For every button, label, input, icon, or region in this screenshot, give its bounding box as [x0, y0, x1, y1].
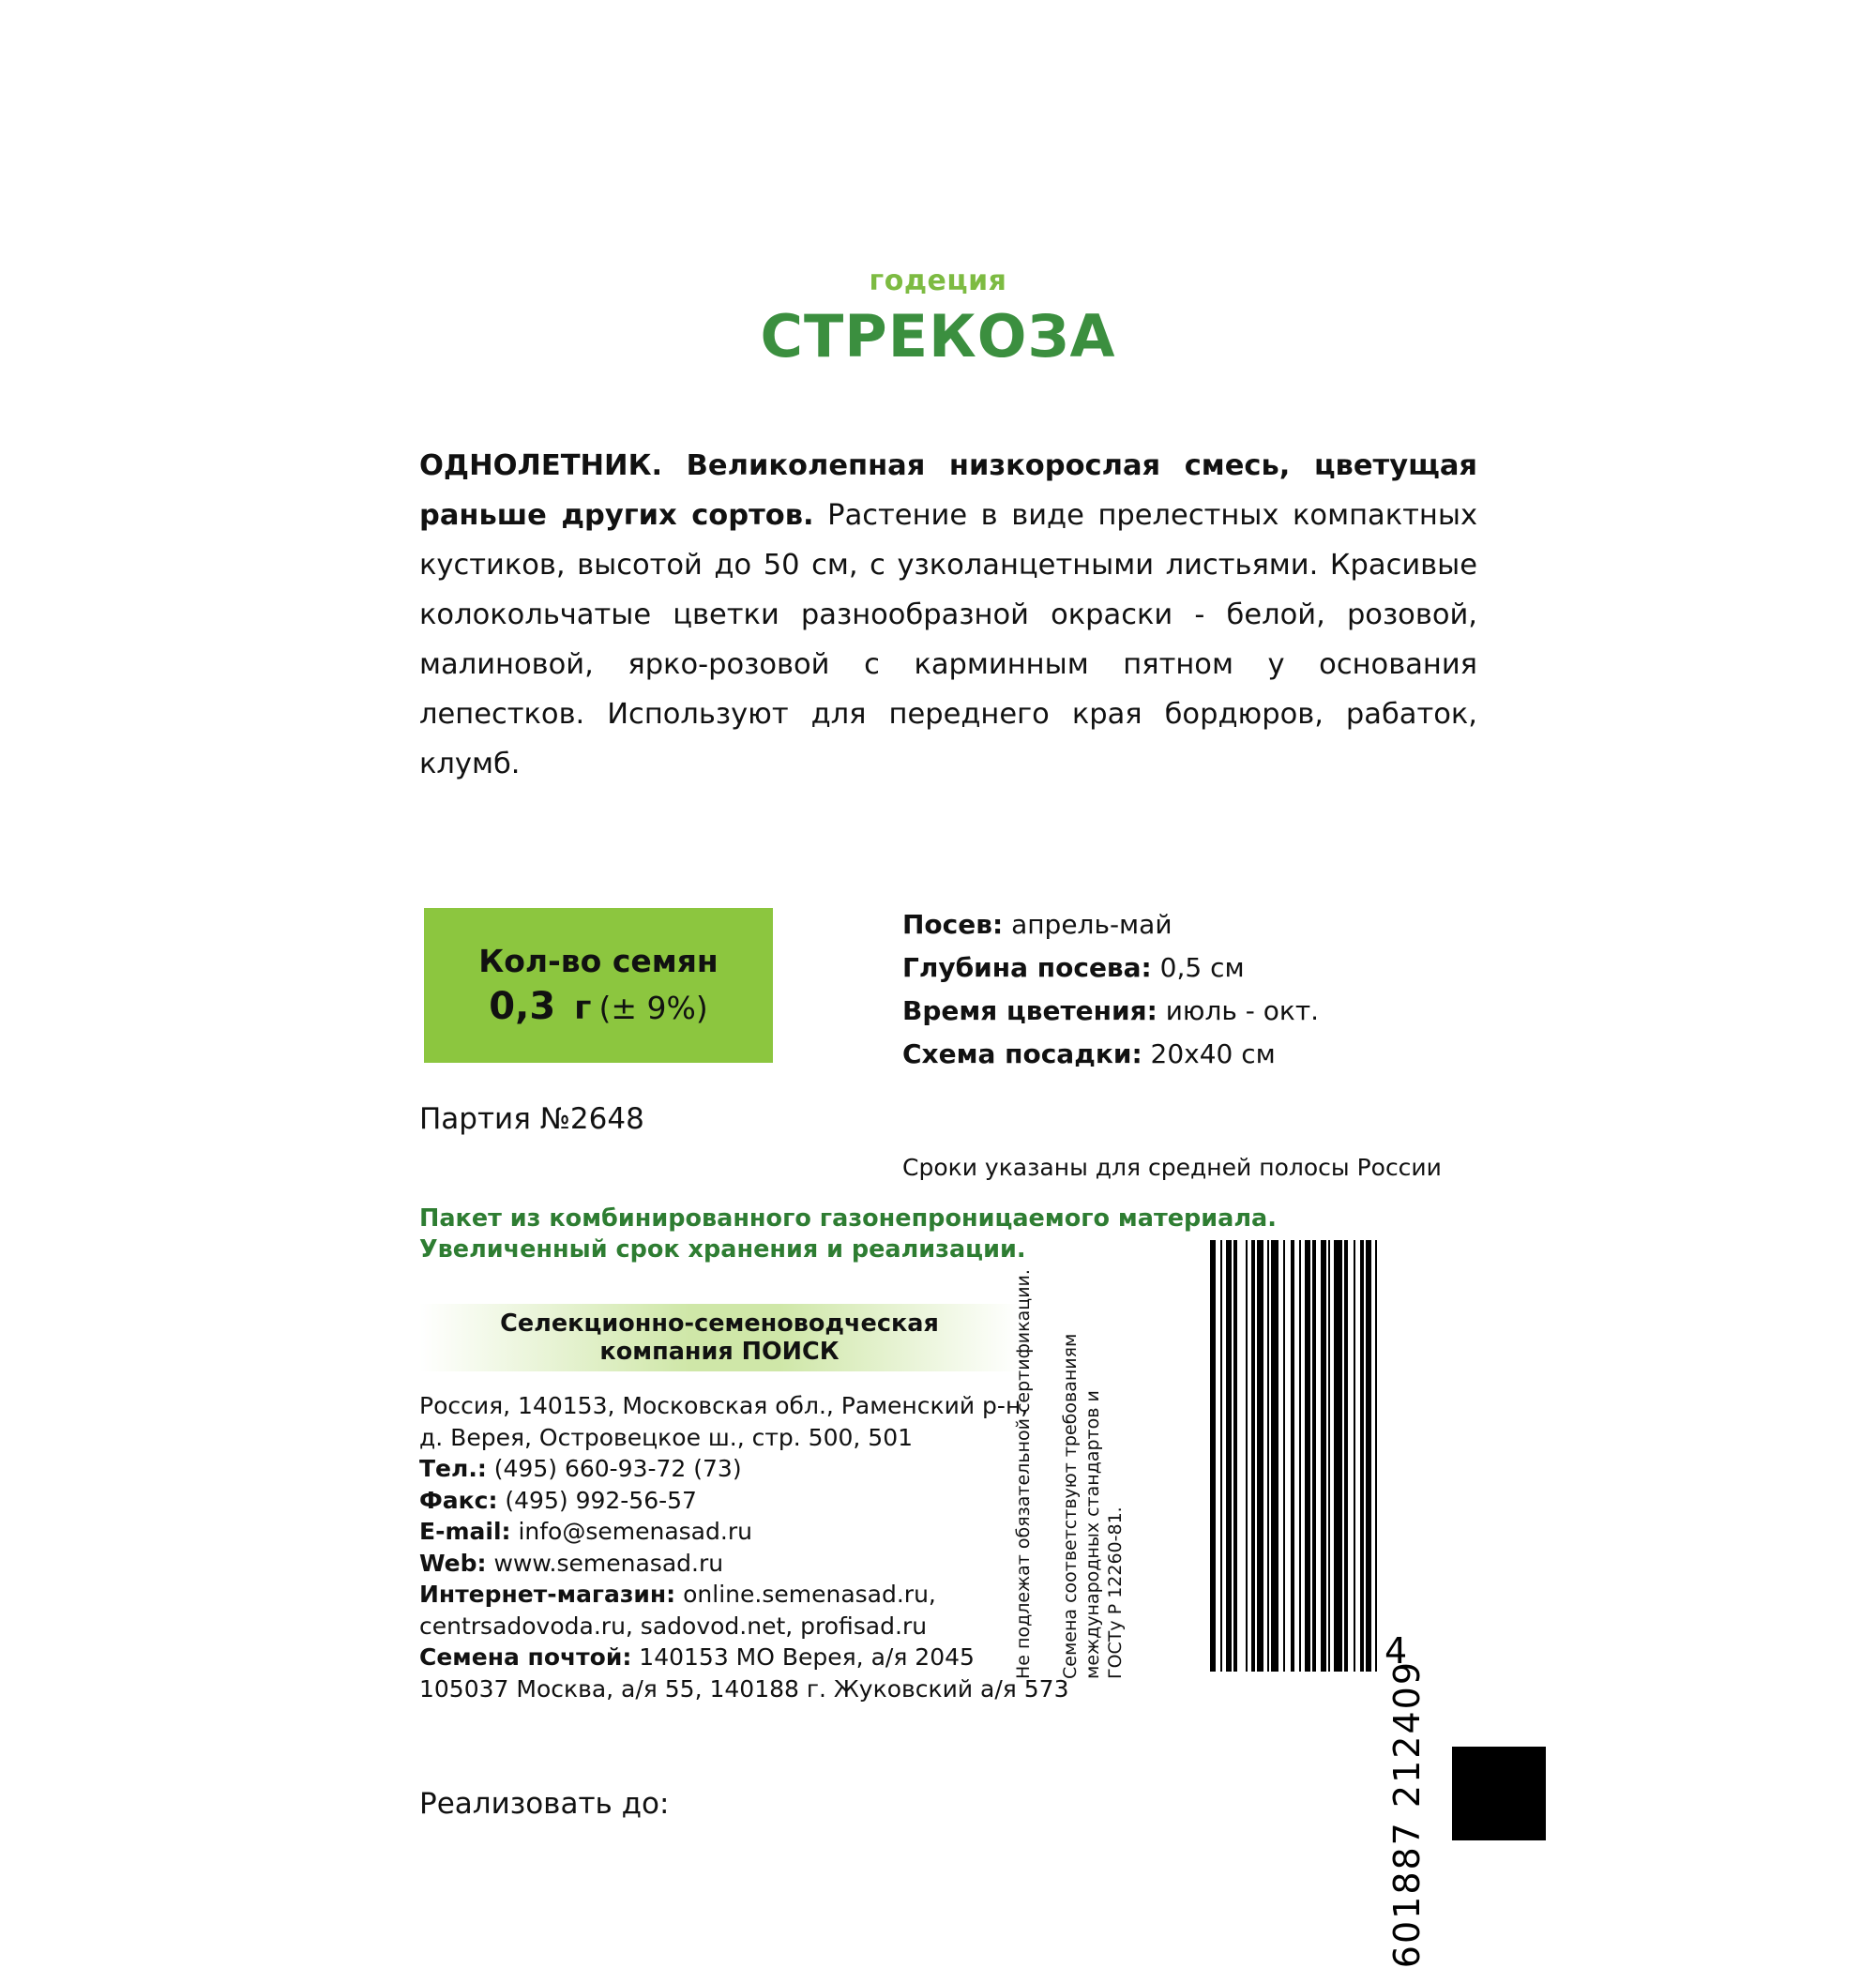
barcode-lead-digit: 4 [1384, 1630, 1408, 1672]
fact-row-spacing [902, 1033, 1503, 1076]
fact-key-sowing: Посев: [902, 909, 1004, 940]
fact-key-depth: Глубина посева: [902, 952, 1152, 983]
certification-line2: международных стандартов и [1082, 1390, 1103, 1679]
fact-value-sowing: апрель-май [1011, 909, 1172, 940]
description-paragraph [419, 441, 1477, 789]
fact-key-bloom: Время цветения: [902, 995, 1157, 1026]
mail-label: Семена почтой: [419, 1643, 632, 1671]
barcode-bars [1210, 1240, 1379, 1672]
batch-number: Партия №2648 [419, 1102, 644, 1136]
email-label: E-mail: [419, 1518, 511, 1545]
fax-value: (495) 992-56-57 [497, 1486, 697, 1514]
seed-quantity-unit: г [574, 989, 592, 1027]
web-label: Web: [419, 1549, 487, 1577]
barcode [1210, 1240, 1452, 1968]
page-title-variety: СТРЕКОЗА [760, 302, 1116, 371]
description-body: Растение в виде прелестных компактных кустиков, высотой до 50 см, с узколанцетными листьями. Красивые колокольчатые цветки разнообразной окраски - белой, розовой, малиновой, ярко-розовой с карминным пятном у основания лепестков. Используют для переднего края бордюров, рабаток, клумб. [419, 499, 1477, 780]
email-value[interactable]: info@semenasad.ru [510, 1518, 752, 1545]
certification-line1: Семена соответствуют требованиям [1060, 1333, 1081, 1679]
packaging-note-line2: Увеличенный срок хранения и реализации. [419, 1235, 1026, 1264]
sowing-facts [902, 903, 1503, 1076]
certification-line4: Не подлежат обязательной сертификации. [1013, 1269, 1034, 1679]
fact-value-spacing: 20х40 см [1150, 1038, 1276, 1069]
packaging-note-line1: Пакет из комбинированного газонепроницаемого материала. [419, 1204, 1277, 1233]
shop-row-line2[interactable]: centrsadovoda.ru, sadovod.net, profisad.ru [419, 1612, 928, 1640]
fact-row-depth [902, 946, 1503, 990]
web-value[interactable]: www.semenasad.ru [486, 1549, 724, 1577]
phone-label: Тел.: [419, 1455, 487, 1482]
phone-value: (495) 660-93-72 (73) [486, 1455, 742, 1482]
barcode-digits [1377, 1240, 1452, 1968]
company-name-line1: Селекционно-семеноводческая [500, 1309, 939, 1338]
certification-line3: ГОСТу Р 12260-81. [1105, 1506, 1126, 1679]
seed-quantity-title: Кол-во семян [478, 942, 719, 979]
description-lead: ОДНОЛЕТНИК. Великолепная низкорослая смесь, цветущая раньше других сортов. [419, 449, 1477, 532]
seed-quantity-value: 0,3 [489, 984, 556, 1028]
certification-note-extra [1013, 1248, 1088, 1679]
shop-value[interactable]: online.semenasad.ru, [675, 1581, 936, 1608]
fact-value-bloom: июль - окт. [1165, 995, 1320, 1026]
fax-label: Факс: [419, 1486, 498, 1514]
address-line1: Россия, 140153, Московская обл., Раменский р-н, [419, 1392, 1029, 1419]
fact-row-bloom [902, 990, 1503, 1033]
seed-quantity-row [489, 985, 707, 1028]
address-line2: д. Верея, Островецкое ш., стр. 500, 501 [419, 1423, 914, 1451]
seed-quantity-box [424, 908, 773, 1063]
company-name-line2: компания ПОИСК [599, 1338, 840, 1366]
page-subtitle-genus: годеция [869, 265, 1007, 297]
sell-by-label: Реализовать до: [419, 1787, 670, 1821]
seed-quantity-tolerance: (± 9%) [598, 989, 708, 1026]
print-registration-mark [1452, 1747, 1546, 1840]
region-note: Сроки указаны для средней полосы России [902, 1154, 1442, 1181]
company-name-band [419, 1304, 1020, 1371]
fact-row-sowing [902, 903, 1503, 946]
fact-value-depth: 0,5 см [1159, 952, 1245, 983]
fact-key-spacing: Схема посадки: [902, 1038, 1142, 1069]
mail-row-line2: 105037 Москва, а/я 55, 140188 г. Жуковский а/я 573 [419, 1674, 1069, 1703]
mail-value: 140153 МО Верея, а/я 2045 [631, 1643, 975, 1671]
shop-label: Интернет-магазин: [419, 1581, 676, 1608]
barcode-digits-text: 601887 212409 [1386, 1660, 1428, 1968]
